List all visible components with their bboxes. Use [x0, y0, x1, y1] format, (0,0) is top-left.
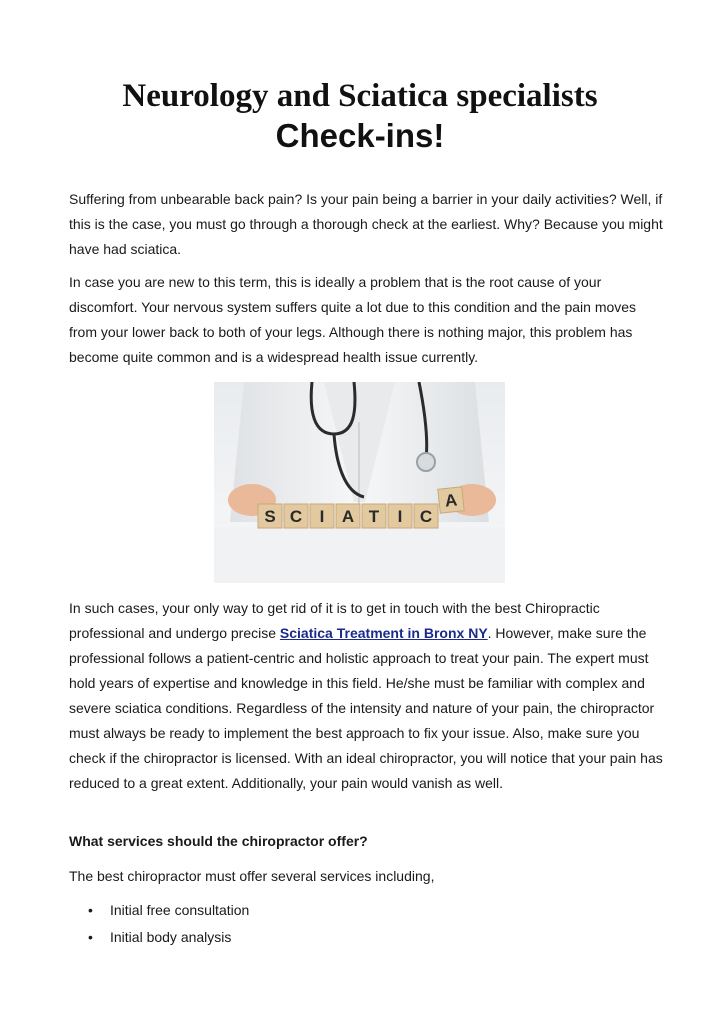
block-letter: A [341, 507, 355, 526]
sciatica-treatment-link[interactable]: Sciatica Treatment in Bronx NY [279, 625, 488, 641]
title-line-2: Check-ins! [275, 117, 445, 154]
list-item-label: Initial free consultation [110, 902, 250, 918]
paragraph-text: . However, make sure the professional follows a patient-centric and holistic approach to treat your pain. The expert must hold years of expertise and knowledge in this field. He/she must be familiar with complex and severe sciatica conditions. Regardless of the intensity and nature of your pain, the chiropractor must always be ready to implement the best approach to fix your issue. Also, make sure you check if the chiropractor is licensed. With an ideal chiropractor, you will notice that your pain has reduced to a great extent. Additionally, your pain would vanish as well. [69, 625, 663, 791]
sciatica-blocks-photo [214, 382, 505, 583]
list-item-label: Initial body analysis [110, 929, 232, 945]
paragraph-text: In such cases, your only way to get rid of it is to get in touch with the best Chiropractic professional and undergo precise [69, 600, 600, 641]
block-letter: C [289, 507, 303, 526]
table-surface [214, 527, 505, 583]
bullet-icon: • [88, 929, 93, 945]
services-list [88, 897, 249, 951]
block-letter: S [264, 507, 276, 526]
list-item [88, 897, 249, 924]
title-line-1: Neurology and Sciatica specialists [122, 78, 598, 114]
block-letter: T [368, 507, 380, 526]
paragraph-services-intro: The best chiropractor must offer several services including, [69, 868, 435, 884]
list-item [88, 924, 249, 951]
bullet-icon: • [88, 902, 93, 918]
section-heading: What services should the chiropractor offer? [69, 833, 368, 849]
stethoscope-chestpiece [417, 453, 435, 471]
block-letter: C [419, 507, 433, 526]
paragraph-intro: Suffering from unbearable back pain? Is your pain being a barrier in your daily activities? Well, if this is the case, you must go through a thorough check at the earliest. Why? Because you might have had sciatica. [69, 191, 663, 257]
paragraph-definition: In case you are new to this term, this is ideally a problem that is the root cause of your discomfort. Your nervous system suffers quite a lot due to this condition and the pain moves from your lower back to both of your legs. Although there is nothing major, this problem has become quite common and is a widespread health issue currently. [69, 274, 637, 365]
block-letter-raised: A [443, 490, 459, 511]
paragraph-treatment [69, 596, 664, 796]
block-letter: I [319, 507, 325, 526]
block-letter: I [397, 507, 403, 526]
